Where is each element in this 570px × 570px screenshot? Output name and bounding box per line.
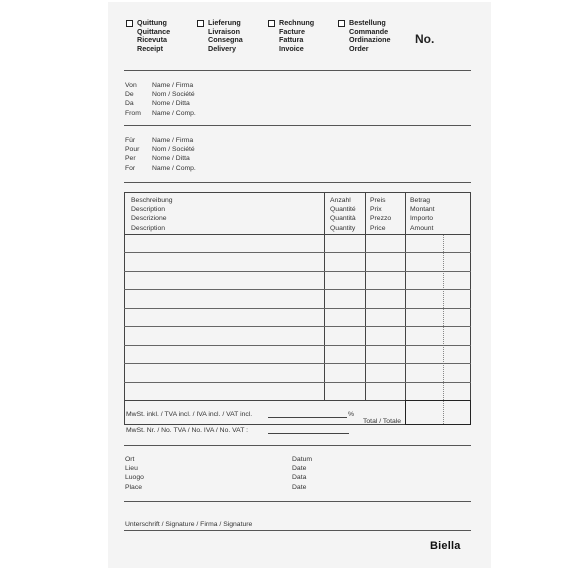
- doc-type-line: Delivery: [208, 43, 236, 53]
- total-amount-field[interactable]: [405, 400, 471, 425]
- header-description: [131, 196, 173, 233]
- column-divider: [405, 192, 406, 400]
- doc-type-delivery[interactable]: [208, 19, 243, 53]
- divider: [124, 182, 471, 183]
- doc-type-line: Invoice: [279, 43, 304, 53]
- table-row[interactable]: [124, 382, 471, 383]
- header-separator: [124, 234, 471, 235]
- doc-type-receipt[interactable]: [137, 19, 170, 53]
- place-label: Luogo: [125, 474, 144, 482]
- table-row[interactable]: [124, 252, 471, 253]
- header-line: Beschreibung: [131, 197, 173, 204]
- doc-type-line: Receipt: [137, 43, 163, 53]
- table-row[interactable]: [124, 271, 471, 272]
- to-field-label: Name / Comp.: [152, 164, 196, 172]
- doc-type-line: Consegna: [208, 35, 243, 45]
- from-prefix: Von: [125, 82, 137, 89]
- doc-type-invoice[interactable]: [279, 19, 314, 53]
- header-line: Descrizione: [131, 215, 167, 223]
- header-line: Quantità: [330, 215, 356, 223]
- from-field-label: Name / Comp.: [152, 109, 196, 117]
- date-label: Datum: [292, 456, 313, 463]
- from-field-label: Nome / Ditta: [152, 100, 190, 108]
- header-amount: [410, 196, 435, 233]
- column-divider: [324, 192, 325, 400]
- signature-label: Unterschrift / Signature / Firma / Signature: [125, 521, 253, 528]
- to-prefixes: [125, 136, 139, 173]
- place-label: Place: [125, 483, 143, 491]
- to-prefix: For: [125, 164, 136, 172]
- document-number-label: No.: [415, 32, 435, 46]
- percent-sign: %: [348, 411, 355, 418]
- header-line: Amount: [410, 224, 434, 232]
- header-line: Montant: [410, 206, 435, 214]
- vat-number-field[interactable]: [268, 433, 349, 434]
- date-label: Data: [292, 474, 307, 482]
- doc-type-line: Quittung: [137, 18, 167, 27]
- checkbox[interactable]: [338, 20, 345, 27]
- doc-type-order[interactable]: [349, 19, 391, 53]
- biella-logo: Biella: [430, 540, 461, 552]
- doc-type-line: Lieferung: [208, 18, 241, 27]
- from-fields: [152, 81, 196, 118]
- doc-type-line: Rechnung: [279, 18, 315, 27]
- from-prefix: De: [125, 91, 134, 99]
- to-prefix: Pour: [125, 146, 140, 154]
- from-field-label: Nom / Société: [152, 91, 195, 99]
- header-line: Betrag: [410, 197, 431, 204]
- place-label: Lieu: [125, 465, 138, 473]
- to-field-label: Nome / Ditta: [152, 155, 190, 163]
- doc-type-line: Facture: [279, 26, 305, 36]
- date-label: Date: [292, 483, 307, 491]
- doc-type-line: Quittance: [137, 26, 171, 36]
- total-label: Total / Totale: [363, 418, 402, 425]
- doc-type-line: Order: [349, 43, 369, 53]
- checkbox[interactable]: [126, 20, 133, 27]
- header-line: Prezzo: [370, 215, 392, 223]
- header-line: Description: [131, 206, 165, 214]
- header-line: Preis: [370, 197, 386, 204]
- header-line: Importo: [410, 215, 434, 223]
- header-quantity: [330, 196, 356, 233]
- date-labels: [292, 455, 312, 492]
- table-row[interactable]: [124, 363, 471, 364]
- header-line: Anzahl: [330, 197, 351, 204]
- divider: [124, 125, 471, 126]
- table-row[interactable]: [124, 326, 471, 327]
- divider: [124, 445, 471, 446]
- header-line: Price: [370, 224, 386, 232]
- to-field-label: Name / Firma: [152, 137, 194, 144]
- vat-rate-field[interactable]: [268, 417, 347, 418]
- checkbox[interactable]: [197, 20, 204, 27]
- place-labels: [125, 455, 144, 492]
- cents-divider: [443, 401, 444, 424]
- header-line: Quantity: [330, 224, 356, 232]
- doc-type-line: Ordinazione: [349, 35, 391, 45]
- to-prefix: Für: [125, 137, 136, 144]
- to-fields: [152, 136, 196, 173]
- checkbox[interactable]: [268, 20, 275, 27]
- from-prefix: From: [125, 109, 141, 117]
- divider: [124, 501, 471, 502]
- column-divider: [365, 192, 366, 400]
- table-row[interactable]: [124, 289, 471, 290]
- to-prefix: Per: [125, 155, 136, 163]
- signature-line[interactable]: [124, 530, 471, 531]
- table-row[interactable]: [124, 345, 471, 346]
- doc-type-line: Commande: [349, 26, 389, 36]
- date-label: Date: [292, 465, 307, 473]
- header-price: [370, 196, 391, 233]
- vat-included-label: MwSt. inkl. / TVA incl. / IVA incl. / VAT incl.: [126, 411, 253, 418]
- divider: [124, 70, 471, 71]
- table-row[interactable]: [124, 308, 471, 309]
- vat-number-label: MwSt. Nr. / No. TVA / No. IVA / No. VAT :: [126, 427, 249, 434]
- header-line: Prix: [370, 206, 382, 214]
- header-line: Quantité: [330, 206, 356, 214]
- place-label: Ort: [125, 456, 135, 463]
- from-prefix: Da: [125, 100, 134, 108]
- doc-type-line: Bestellung: [349, 18, 386, 27]
- from-field-label: Name / Firma: [152, 82, 194, 89]
- from-prefixes: [125, 81, 141, 118]
- doc-type-line: Fattura: [279, 35, 304, 45]
- header-line: Description: [131, 224, 165, 232]
- doc-type-line: Ricevuta: [137, 35, 167, 45]
- doc-type-line: Livraison: [208, 26, 240, 36]
- cents-divider: [443, 234, 444, 400]
- to-field-label: Nom / Société: [152, 146, 195, 154]
